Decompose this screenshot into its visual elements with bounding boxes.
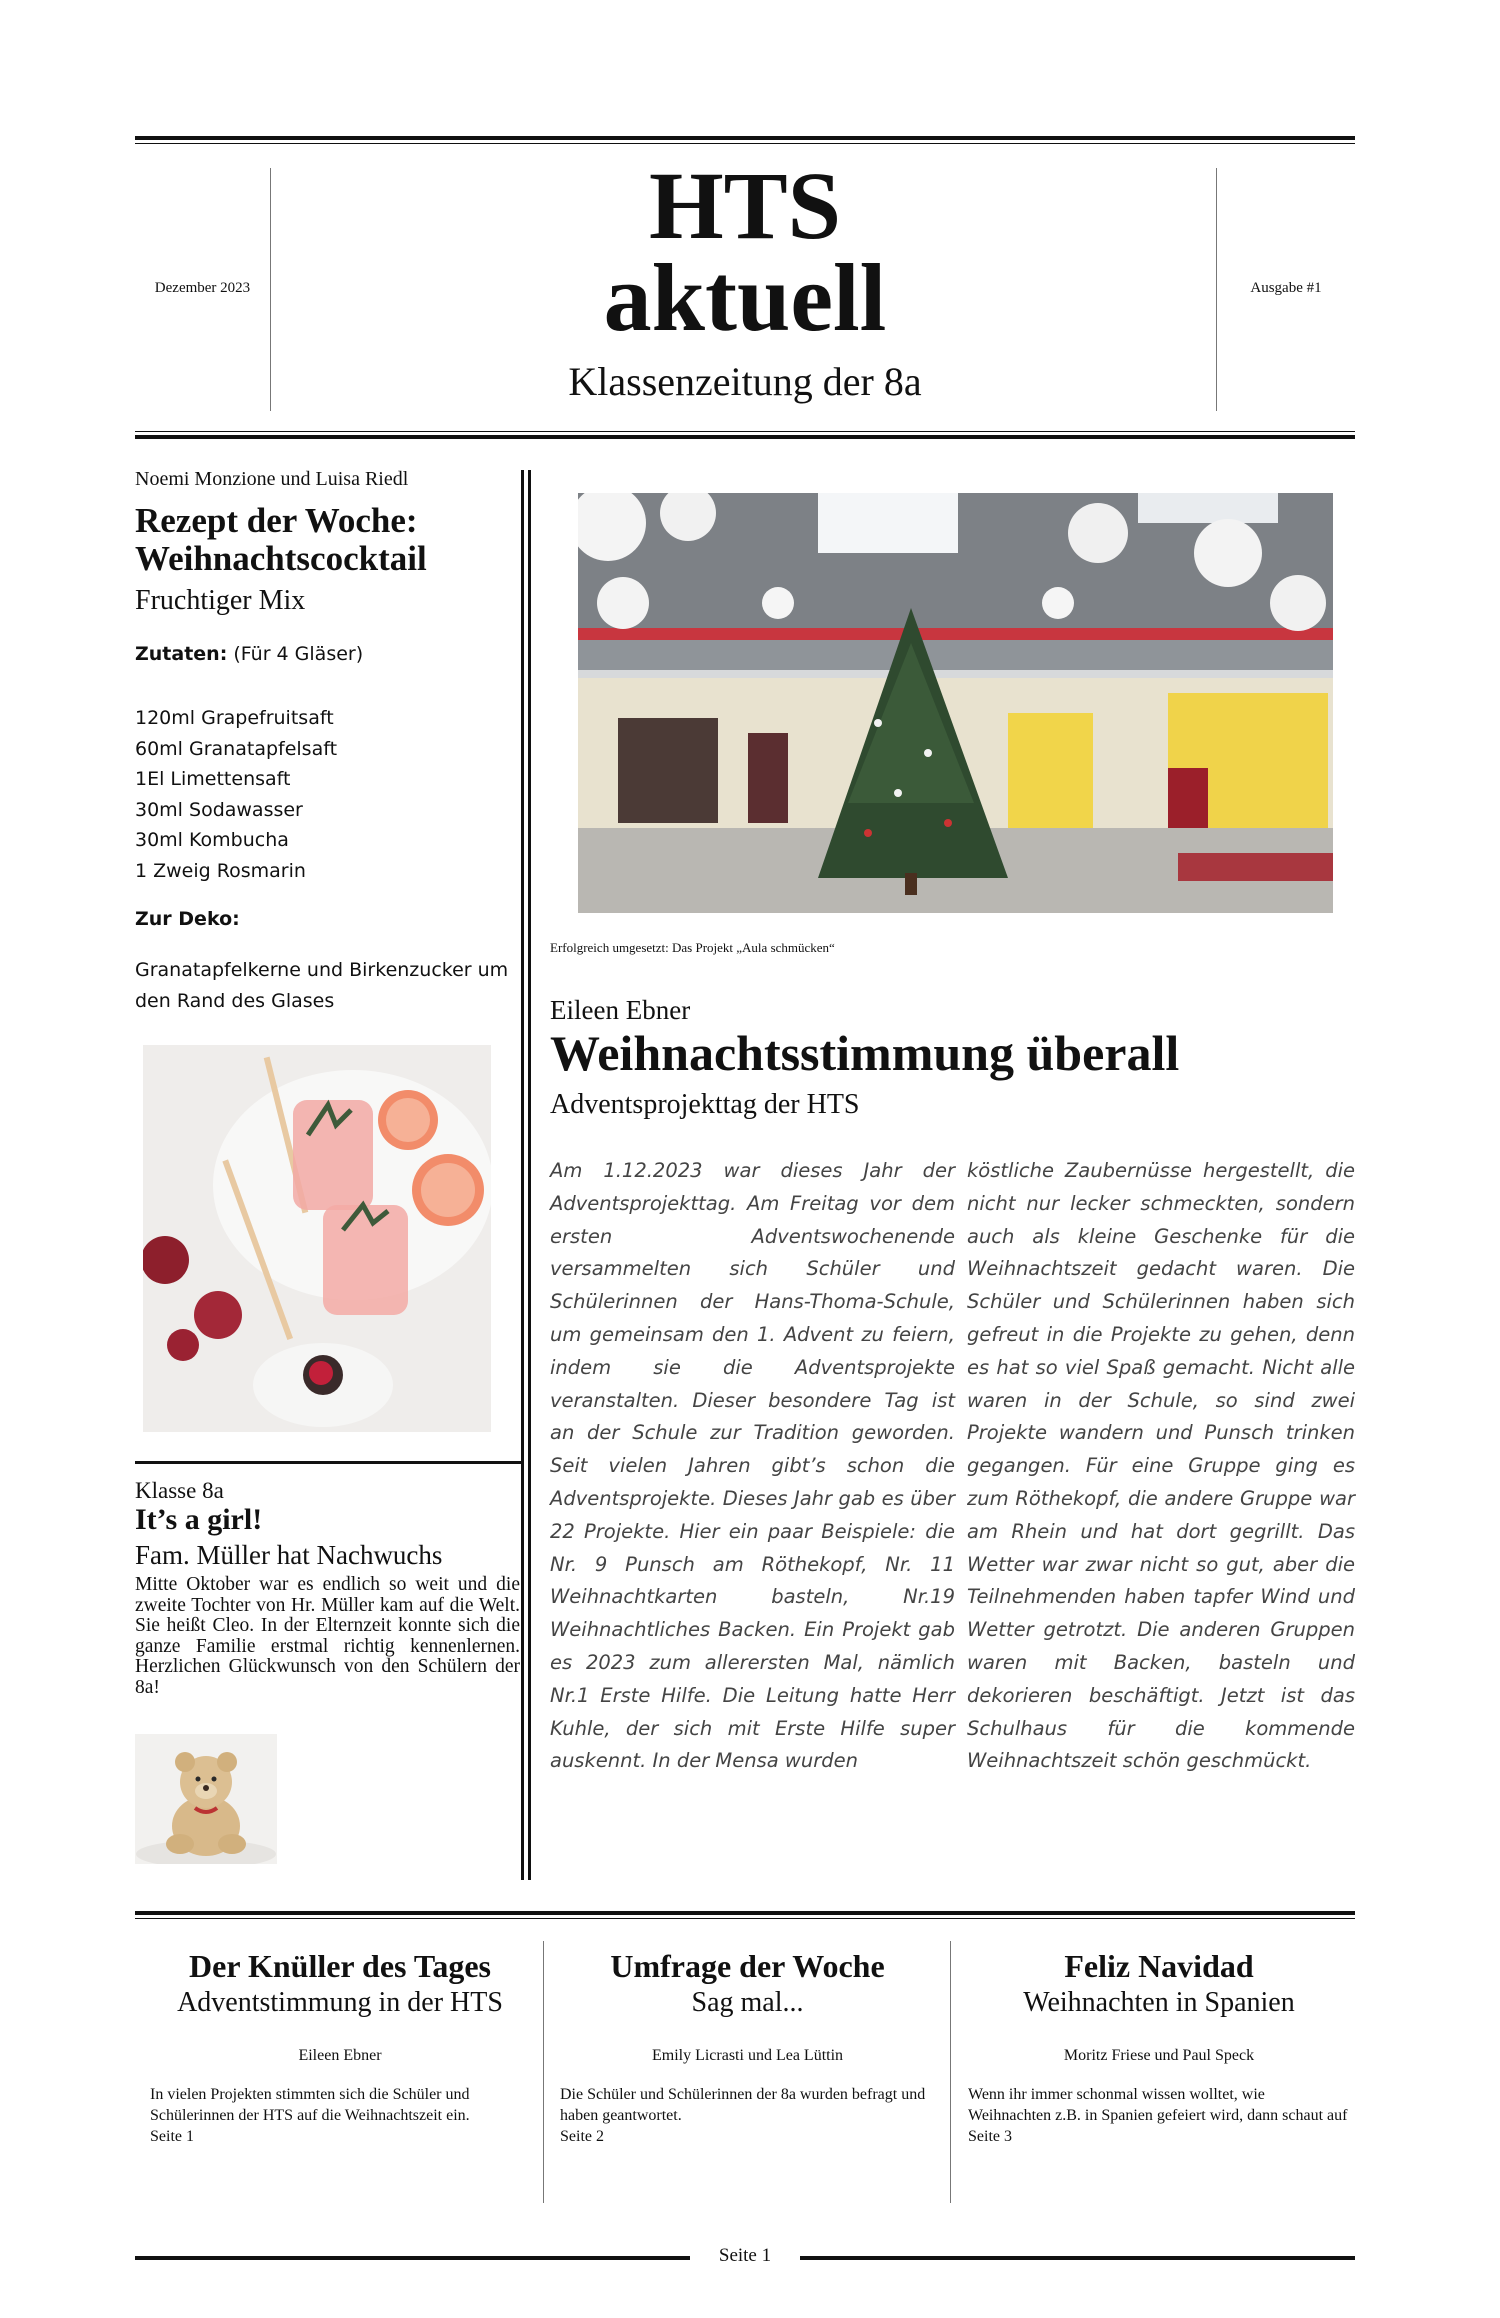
main-author: Eileen Ebner — [550, 995, 691, 1025]
left-section-divider — [135, 1461, 521, 1464]
main-body-column-2: köstliche Zaubernüsse hergestellt, die nicht nur lecker schmeckten, sondern auch als kleine Geschenke für die Weihnachtszeit gedacht waren. Die Schüler und Schülerinnen haben sich gefreut in die Projekte zu gehen, denn es hat so viel Spaß gemacht. Nicht alle waren in der Schule, so sind zwei Projekte wandern und Punsch trinken gegangen. Für eine Gruppe ging es zum Röthekopf, die andere Gruppe war am Rhein und hat dort gegrillt. Das Wetter war zwar nicht so gut, aber die Teilnehmenden haben tapfer Wind und Wetter getrotzt. Die anderen Gruppen waren mit Backen, basteln und dekorieren beschäftigt. Jetzt ist das Schulhaus für die kommende Weihnachtszeit schön geschmückt. — [967, 1159, 1355, 1773]
ingredient-item: 30ml Kombucha — [135, 829, 289, 851]
footer-top-rule — [135, 1911, 1355, 1915]
footer-divider-2 — [950, 1941, 951, 2203]
teaser-umfrage[interactable] — [560, 1948, 935, 2148]
deko-label: Zur Deko: — [135, 908, 240, 930]
teaser-headline: Feliz Navidad — [1064, 1948, 1254, 1984]
ingredient-item: 60ml Granatapfelsaft — [135, 737, 338, 760]
main-body-column-1: Am 1.12.2023 war dieses Jahr der Adventsprojekttag. Am Freitag vor dem ersten Adventswochenende versammelten sich Schüler und Schülerinnen der Hans-Thoma-Schule, um gemeinsam den 1. Advent zu feiern, indem sie die Adventsprojekte veranstalten. Dieser besondere Tag ist an der Schule zur Tradition geworden. Seit vielen Jahren gibt’s schon die Adventsprojekte. Dieses Jahr gab es über 22 Projekte. Hier ein paar Beispiele: die Nr. 9 Punsch am Röthekopf, Nr. 11 Weihnachtkarten basteln, Nr.19 Weihnachtliches Backen. Ein Projekt gab es 2023 zum allerersten Mal, nämlich Nr.1 Erste Hilfe. Die Leitung hatte Herr Kuhle, der sich mit Erste Hilfe super auskennt. In der Mensa wurden — [550, 1159, 955, 1773]
teaser-authors: Emily Licrasti und Lea Lüttin — [651, 2047, 844, 2065]
masthead-bottom-rule-thin — [135, 431, 1355, 432]
masthead-top-rule-thin — [135, 143, 1355, 144]
masthead-bottom-rule — [135, 435, 1355, 439]
title-line-2: aktuell — [603, 244, 887, 351]
recipe-headline-line-2: Weihnachtscocktail — [135, 539, 427, 578]
ingredients-label: Zutaten: — [135, 643, 228, 665]
footer-divider-1 — [543, 1941, 544, 2203]
page-footer-rule-right — [800, 2256, 1355, 2260]
teddy-photo — [135, 1734, 277, 1864]
teaser-headline: Der Knüller des Tages — [189, 1948, 491, 1984]
page-footer-rule-left — [135, 2256, 690, 2260]
recipe-headline — [135, 502, 515, 578]
aula-photo — [578, 493, 1333, 913]
column-divider — [521, 470, 524, 1880]
teaser-subheadline: Adventstimmung in der HTS — [177, 1986, 503, 2018]
teaser-authors: Eileen Ebner — [298, 2047, 382, 2065]
recipe-headline-line-1: Rezept der Woche: — [135, 501, 418, 540]
main-headline: Weihnachtsstimmung überall — [550, 1025, 1180, 1081]
teaser-text: In vielen Projekten stimmten sich die Schüler und Schülerinnen der HTS auf die Weihnachtszeit ein. — [150, 2086, 470, 2124]
newspaper-title — [480, 152, 1010, 351]
teaser-page-ref[interactable]: Seite 3 — [968, 2127, 1012, 2145]
teaser-feliz-navidad[interactable] — [968, 1948, 1350, 2148]
girl-headline: It’s a girl! — [135, 1503, 263, 1536]
photo-caption: Erfolgreich umgesetzt: Das Projekt „Aula schmücken“ — [550, 940, 835, 955]
column-divider-2 — [528, 470, 531, 1880]
recipe-subheadline: Fruchtiger Mix — [135, 585, 306, 616]
teaser-subheadline: Sag mal... — [691, 1986, 804, 2018]
title-line-1: HTS — [648, 152, 842, 259]
issue-number: Ausgabe #1 — [1250, 280, 1322, 296]
teaser-authors: Moritz Friese und Paul Speck — [1063, 2047, 1255, 2065]
teaser-headline: Umfrage der Woche — [610, 1948, 885, 1984]
ingredients-list — [135, 703, 337, 886]
teaser-page-ref[interactable]: Seite 2 — [560, 2127, 604, 2145]
ingredients-heading — [135, 643, 363, 665]
girl-subheadline: Fam. Müller hat Nachwuchs — [135, 1540, 443, 1570]
newspaper-subtitle: Klassenzeitung der 8a — [568, 359, 922, 404]
teaser-text: Wenn ihr immer schonmal wissen wolltet, wie Weihnachten z.B. in Spanien gefeiert wird, dann schaut auf — [968, 2086, 1348, 2124]
ingredient-item: 1El Limettensaft — [135, 768, 291, 790]
page-number: Seite 1 — [718, 2245, 772, 2266]
main-subheadline: Adventsprojekttag der HTS — [550, 1089, 860, 1120]
ingredient-item: 120ml Grapefruitsaft — [135, 707, 334, 729]
recipe-authors: Noemi Monzione und Luisa Riedl — [135, 468, 409, 490]
ingredient-item: 30ml Sodawasser — [135, 798, 303, 821]
teaser-subheadline: Weihnachten in Spanien — [1023, 1986, 1295, 2018]
girl-body: Mitte Oktober war es endlich so weit und die zweite Tochter von Hr. Müller kam auf die Welt. Sie heißt Cleo. In der Elternzeit konnte sich die ganze Familie erstmal richtig kennenlernen. Herzlichen Glückwunsch von den Schülern der 8a! — [135, 1574, 520, 1698]
issue-date: Dezember 2023 — [154, 280, 251, 296]
ingredients-note: (Für 4 Gläser) — [233, 643, 364, 665]
teaser-text: Die Schüler und Schülerinnen der 8a wurden befragt und haben geantwortet. — [560, 2086, 926, 2124]
teaser-knueller[interactable] — [150, 1948, 530, 2148]
masthead-divider-right — [1216, 168, 1217, 411]
cocktail-photo — [143, 1045, 491, 1432]
girl-kicker: Klasse 8a — [135, 1478, 224, 1503]
masthead-divider-left — [270, 168, 271, 411]
ingredient-item: 1 Zweig Rosmarin — [135, 859, 306, 882]
masthead-top-rule — [135, 136, 1355, 140]
footer-top-rule-thin — [135, 1918, 1355, 1919]
teaser-page-ref[interactable]: Seite 1 — [150, 2127, 194, 2145]
deko-text: Granatapfelkerne und Birkenzucker um den Rand des Glases — [135, 959, 509, 1012]
